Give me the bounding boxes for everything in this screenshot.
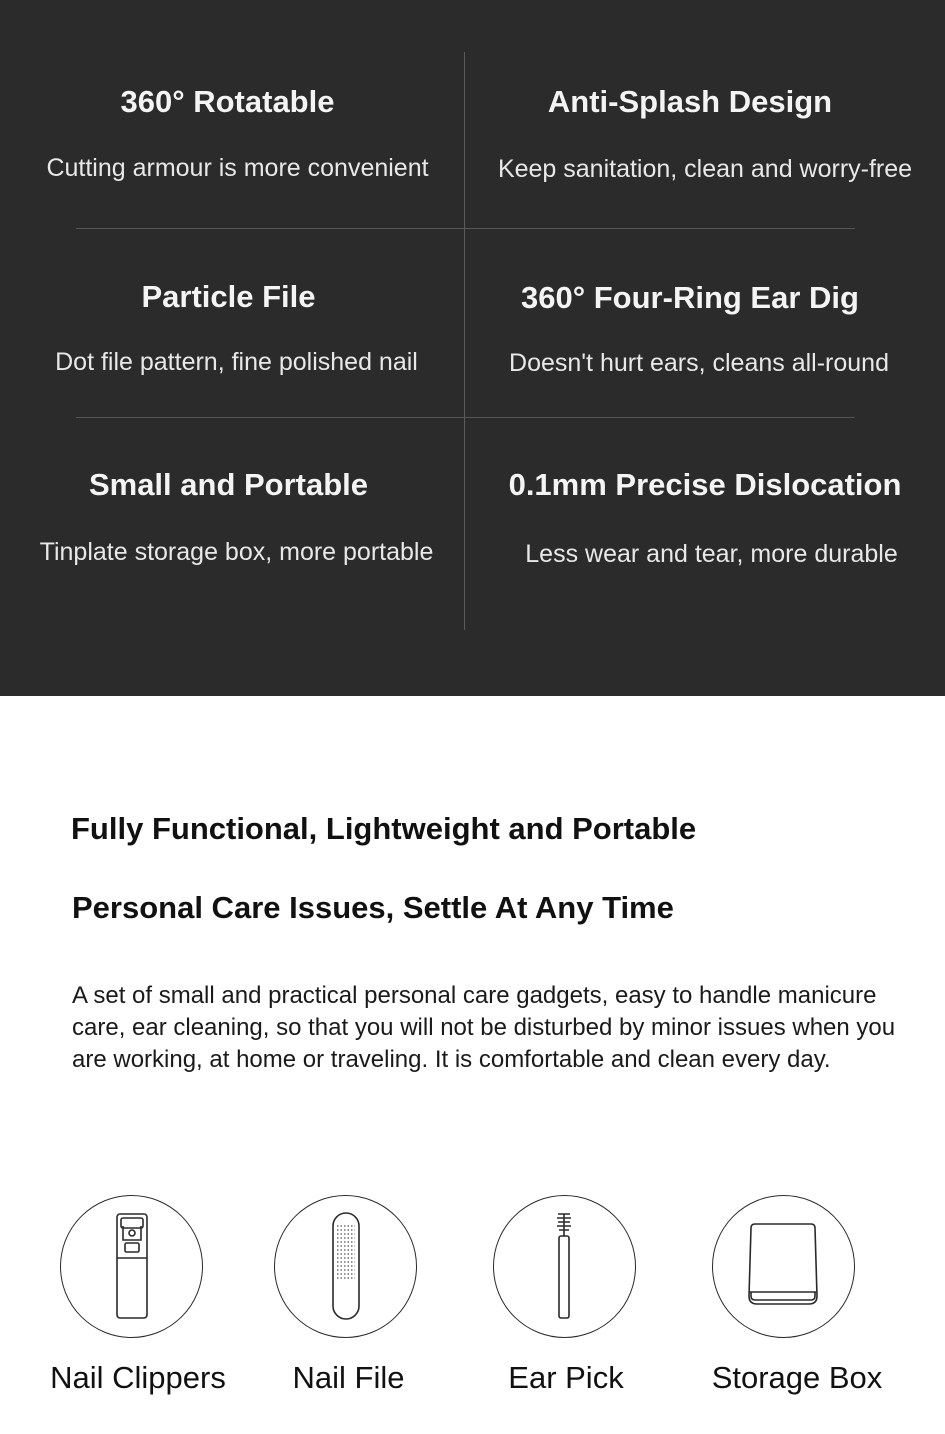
description-paragraph: A set of small and practical personal care gadgets, easy to handle manicure care, ear cleaning, so that you will not be disturbed by minor issues when you are working, at home or traveling. It is comfortable and clean every day. <box>72 982 896 1073</box>
gadget-label: Ear Pick <box>508 1360 624 1395</box>
section-heading: Fully Functional, Lightweight and Portable <box>71 811 697 846</box>
ear-pick-icon <box>493 1195 636 1338</box>
feature-description: Dot file pattern, fine polished nail <box>55 348 418 376</box>
nail-clippers-icon <box>60 1195 203 1338</box>
feature-title: Anti-Splash Design <box>547 84 833 119</box>
storage-box-icon <box>712 1195 855 1338</box>
feature-title: Small and Portable <box>88 467 369 502</box>
feature-description: Less wear and tear, more durable <box>525 540 898 568</box>
features-panel <box>0 0 945 696</box>
feature-description: Doesn't hurt ears, cleans all-round <box>509 349 889 377</box>
section-subheading: Personal Care Issues, Settle At Any Time <box>72 890 674 925</box>
gadget-label: Storage Box <box>711 1360 883 1395</box>
feature-description: Cutting armour is more convenient <box>46 154 429 182</box>
feature-description: Keep sanitation, clean and worry-free <box>497 155 913 183</box>
gadget-label: Nail File <box>292 1360 405 1395</box>
feature-title: Particle File <box>141 279 316 314</box>
feature-title: 360° Rotatable <box>120 84 335 119</box>
feature-title: 0.1mm Precise Dislocation <box>508 467 902 502</box>
nail-file-icon <box>274 1195 417 1338</box>
horizontal-divider <box>76 417 855 418</box>
feature-title: 360° Four-Ring Ear Dig <box>521 280 859 315</box>
gadget-label: Nail Clippers <box>50 1360 226 1395</box>
horizontal-divider <box>76 228 855 229</box>
feature-description: Tinplate storage box, more portable <box>39 538 434 566</box>
